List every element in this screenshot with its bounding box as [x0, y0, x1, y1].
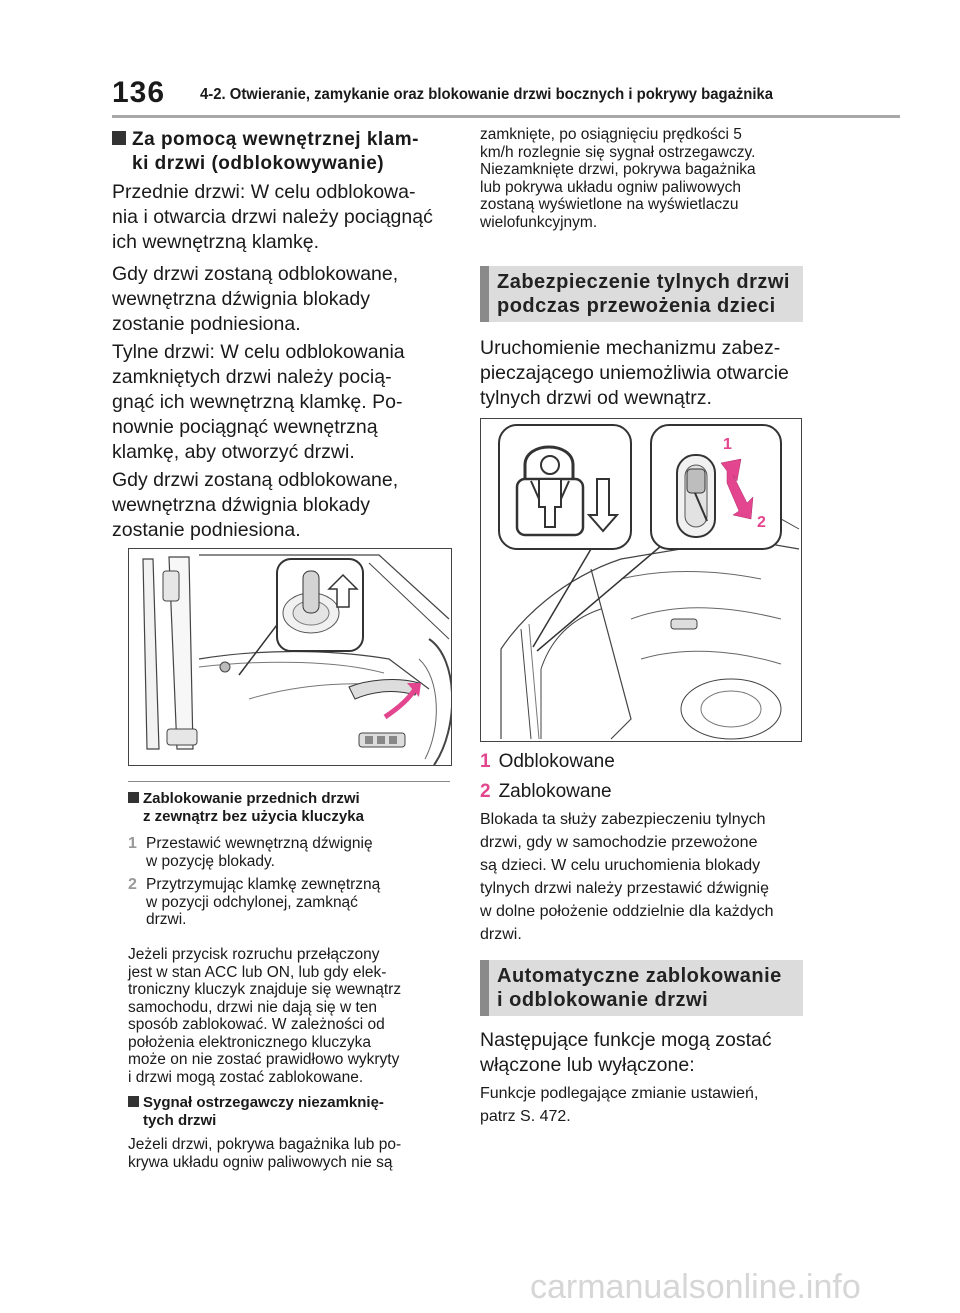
step-1: 1 Przestawić wewnętrzną dźwignię w pozycję blokady.: [128, 835, 373, 870]
figure-door-interior: [128, 548, 452, 766]
header-rule: [112, 115, 900, 118]
divider-line: [128, 781, 450, 782]
figure-label-2: 2: [757, 514, 766, 531]
paragraph-front-unlocked: Gdy drzwi zostaną odblokowane, wewnętrzna dźwignia blokady zostanie podniesiona.: [112, 263, 399, 335]
figure-legend: [480, 750, 810, 804]
paragraph-warning-start: Jeżeli drzwi, pokrywa bagażnika lub po- krywa układu ogniw paliwowych nie są: [128, 1136, 402, 1171]
section-child-lock-heading: Zabezpieczenie tylnych drzwi podczas przewożenia dzieci: [480, 266, 803, 322]
paragraph-child-lock: Uruchomienie mechanizmu zabez- pieczającego uniemożliwia otwarcie tylnych drzwi od wewnątrz.: [480, 337, 789, 409]
paragraph-child-lock-note: Blokada ta służy zabezpieczeniu tylnych drzwi, gdy w samochodzie przewożone są dzieci. W celu uruchomienia blokady tylnych drzwi należy przestawić dźwignię w dolne położenie oddzielnie dla każdych drzwi.: [480, 811, 774, 943]
section-title: 4-2. Otwieranie, zamykanie oraz blokowanie drzwi bocznych i pokrywy bagażnika: [200, 86, 774, 103]
figure-child-lock: [480, 418, 802, 742]
figure-label-1: 1: [723, 436, 732, 453]
paragraph-auto-lock: Następujące funkcje mogą zostać włączone lub wyłączone:: [480, 1029, 772, 1076]
watermark: carmanualsonline.info: [530, 1268, 861, 1306]
heading-lock-from-outside: Zablokowanie przednich drzwi z zewnątrz bez użycia kluczyka: [128, 790, 458, 826]
paragraph-rear-unlocked: Gdy drzwi zostaną odblokowane, wewnętrzna dźwignia blokady zostanie podniesiona.: [112, 469, 399, 541]
child-lock-illustration: [481, 419, 801, 741]
heading-inside-handle: Za pomocą wewnętrznej klam- ki drzwi (odblokowywanie): [112, 128, 462, 176]
square-bullet-icon: [128, 792, 139, 803]
paragraph-auto-lock-note: Funkcje podlegające zmianie ustawień, patrz S. 472.: [480, 1085, 759, 1125]
paragraph-front-doors: Przednie drzwi: W celu odblokowa- nia i otwarcia drzwi należy pociągnąć ich wewnętrzną klamkę.: [112, 181, 433, 253]
heading-warning-signal: Sygnał ostrzegawczy niezamknię- tych drzwi: [128, 1094, 468, 1130]
page-number: 136: [112, 76, 166, 109]
square-bullet-icon: [128, 1096, 139, 1107]
step-2: 2 Przytrzymując klamkę zewnętrzną w pozycji odchylonej, zamknąć drzwi.: [128, 876, 381, 928]
door-interior-illustration: [129, 549, 451, 765]
paragraph-acc-note: Jeżeli przycisk rozruchu przełączony jest w stan ACC lub ON, lub gdy elek- troniczny kluczyk znajduje się wewnątrz samochodu, drzwi nie dają się w ten sposób zablokować. W zależności od położenia elektronicznego kluczyka może on nie zostać prawidłowo wykryty i drzwi mogą zostać zablokowane.: [128, 946, 402, 1086]
legend-item-unlocked: 1 Odblokowane: [480, 751, 615, 772]
section-auto-lock-heading: Automatyczne zablokowanie i odblokowanie drzwi: [480, 960, 803, 1016]
square-bullet-icon: [112, 131, 126, 145]
legend-item-locked: 2 Zablokowane: [480, 781, 612, 802]
paragraph-rear-doors: Tylne drzwi: W celu odblokowania zamkniętych drzwi należy pocią- gnąć ich wewnętrzną klamkę. Po- nownie pociągnąć wewnętrzną klamkę, aby otworzyć drzwi.: [112, 341, 405, 463]
paragraph-warning-continued: zamknięte, po osiągnięciu prędkości 5 km/h rozlegnie się sygnał ostrzegawczy. Niezamknięte drzwi, pokrywa bagażnika lub pokrywa układu ogniw paliwowych zostaną wyświetlone na wyświetlaczu wielofunkcyjnym.: [480, 126, 756, 231]
